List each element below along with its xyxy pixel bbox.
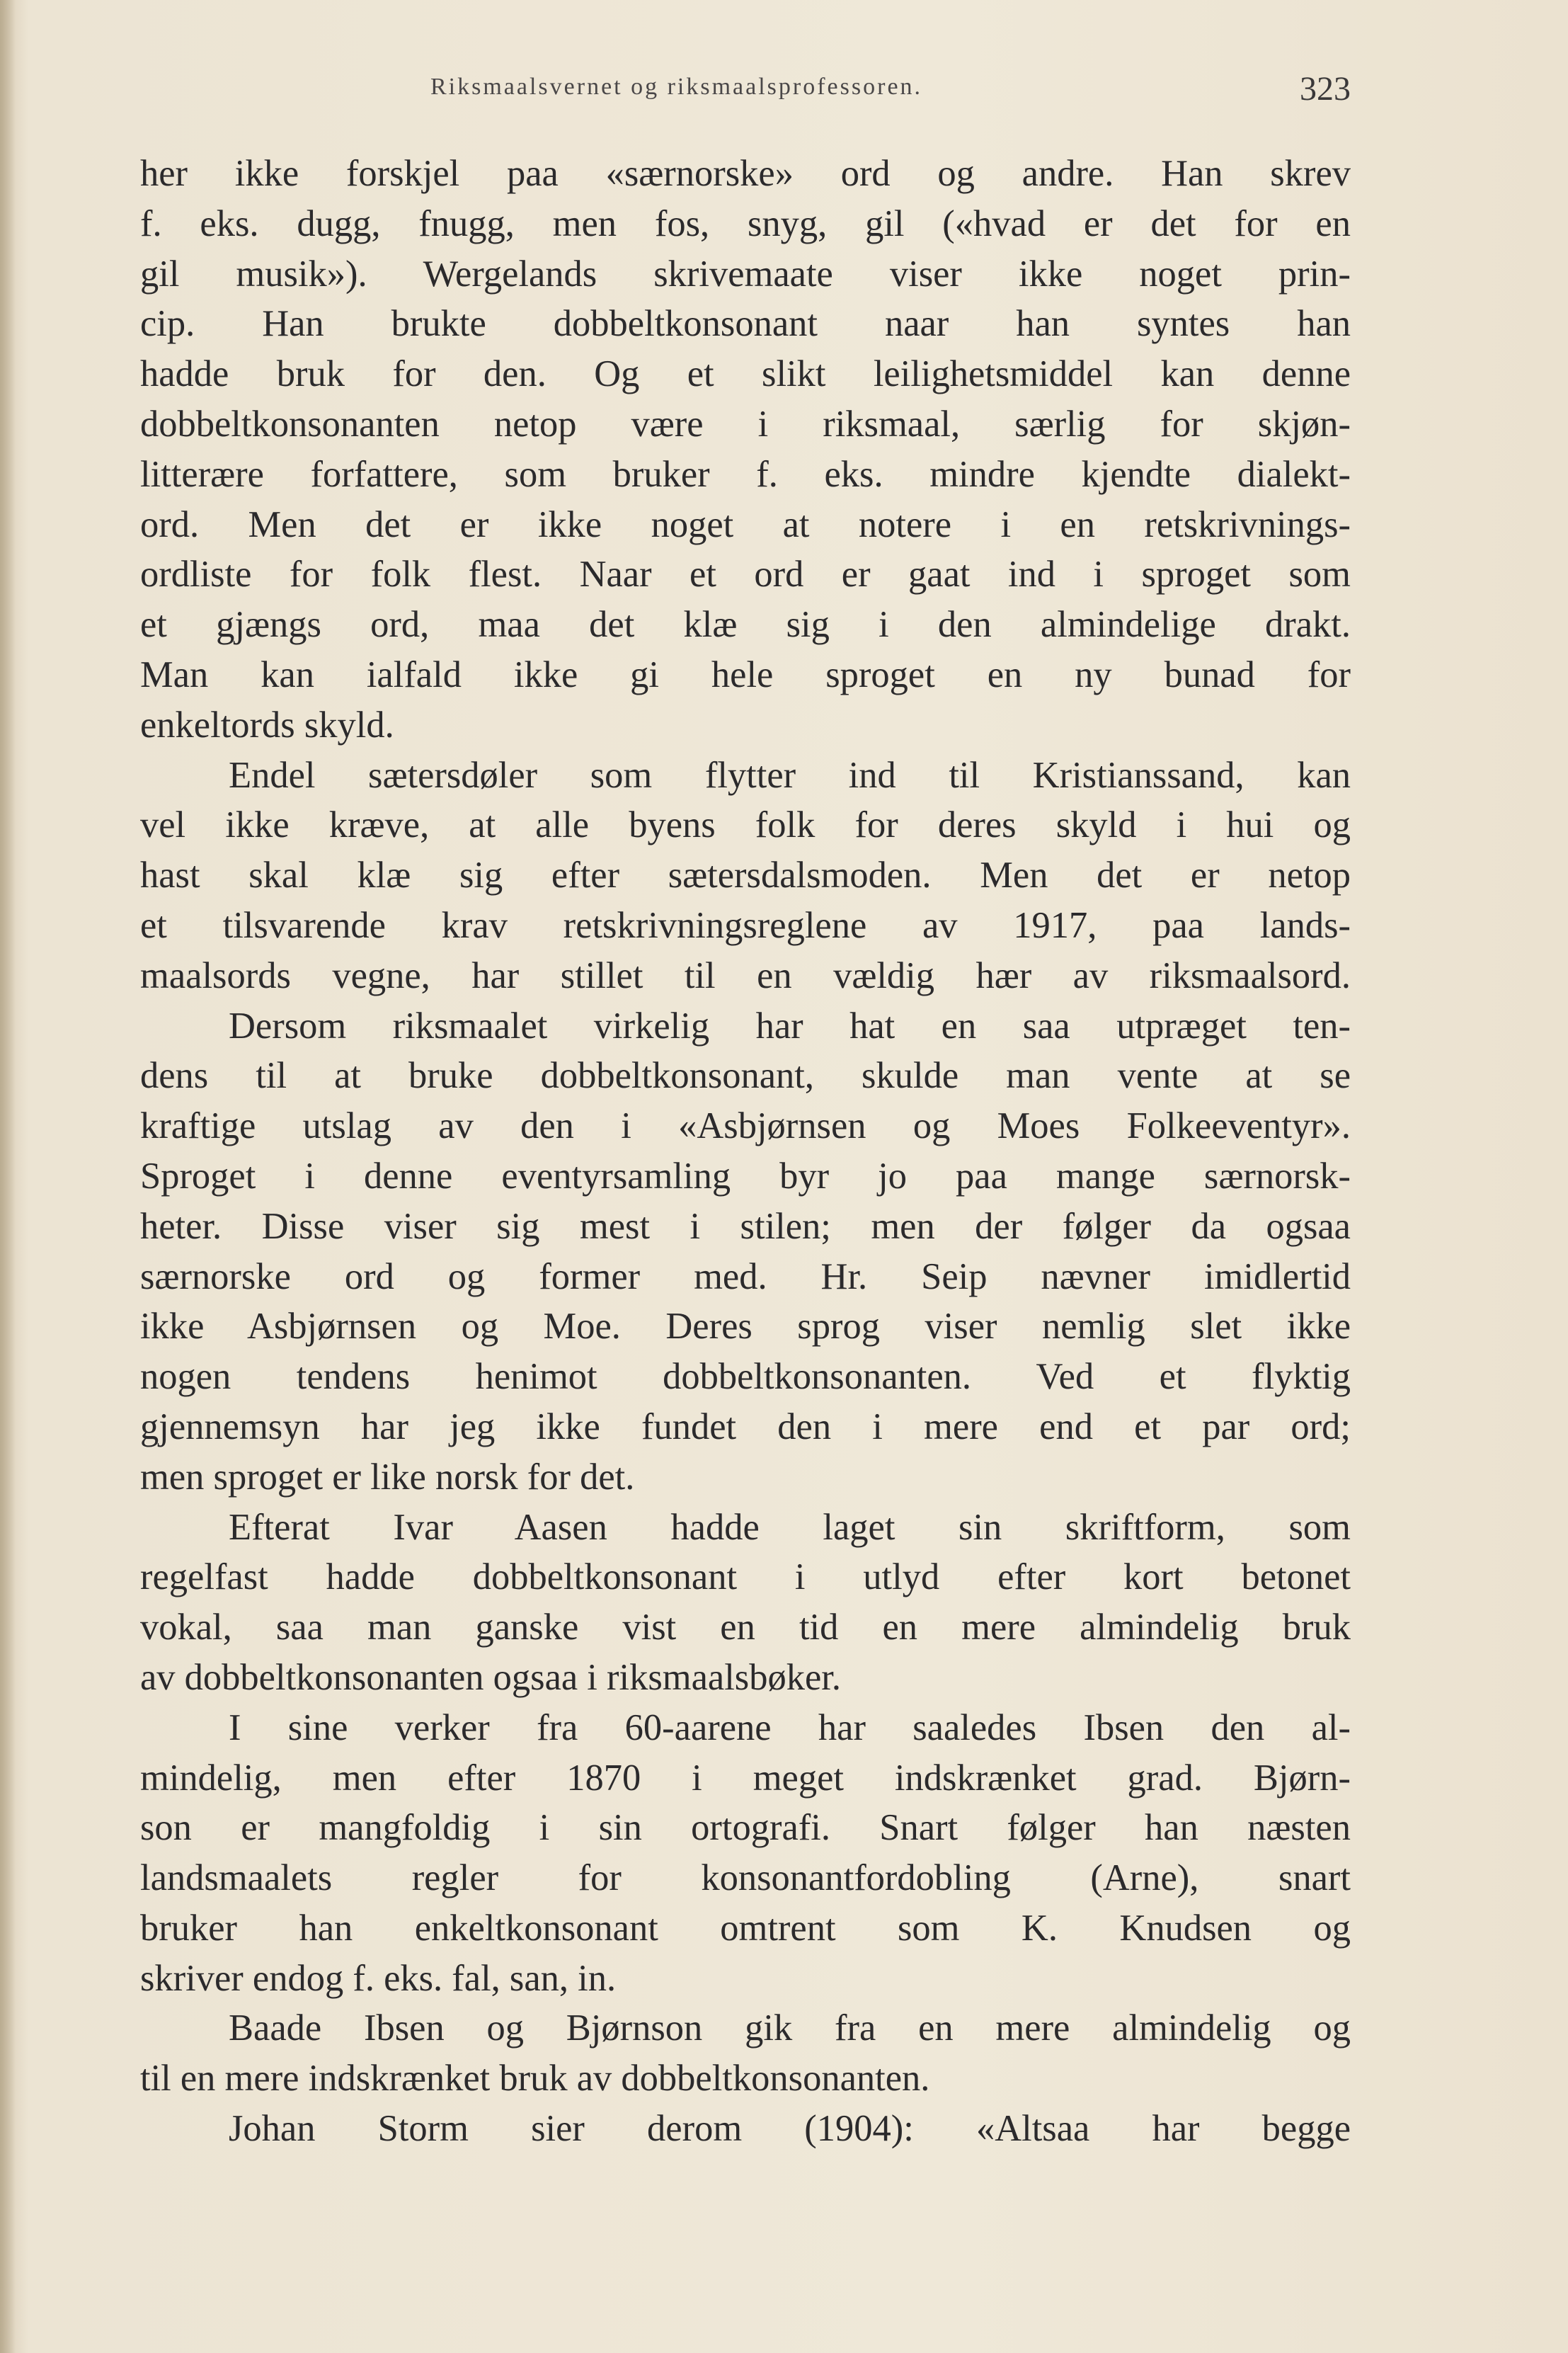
text-line: vel ikke kræve, at alle byens folk for deres skyld i hui og [140,804,1351,846]
text-line: nogen tendens henimot dobbeltkonsonanten. Ved et flyktig [140,1356,1351,1398]
text-line: heter. Disse viser sig mest i stilen; men der følger da ogsaa [140,1205,1351,1247]
text-line: men sproget er like norsk for det. [140,1456,635,1498]
text-line: Baade Ibsen og Bjørnson gik fra en mere almindelig og [229,2007,1351,2049]
text-line: ord. Men det er ikke noget at notere i en retskrivnings- [140,503,1351,545]
page-gutter-shadow [0,0,16,2353]
text-line: særnorske ord og former med. Hr. Seip nævner imidlertid [140,1255,1351,1297]
text-line: landsmaalets regler for konsonantfordobling (Arne), snart [140,1857,1351,1899]
running-title: Riksmaalsvernet og riksmaalsprofessoren. [430,74,923,100]
page-number: 323 [1300,70,1351,108]
text-line: I sine verker fra 60-aarene har saaledes Ibsen den al- [229,1707,1351,1748]
text-line: gil musik»). Wergelands skrivemaate viser ikke noget prin- [140,253,1351,295]
text-line: av dobbeltkonsonanten ogsaa i riksmaalsbøker. [140,1656,841,1698]
text-line: kraftige utslag av den i «Asbjørnsen og Moes Folkeeventyr». [140,1105,1351,1147]
text-line: cip. Han brukte dobbeltkonsonant naar han syntes han [140,303,1351,345]
text-line: et tilsvarende krav retskrivningsreglene av 1917, paa lands- [140,904,1351,946]
text-line: hadde bruk for den. Og et slikt leilighetsmiddel kan denne [140,353,1351,395]
text-line: dobbeltkonsonanten netop være i riksmaal, særlig for skjøn- [140,403,1351,445]
text-line: dens til at bruke dobbeltkonsonant, skulde man vente at se [140,1055,1351,1097]
page-header [140,69,1351,112]
text-line: f. eks. dugg, fnugg, men fos, snyg, gil («hvad er det for en [140,203,1351,244]
text-line: Endel sætersdøler som flytter ind til Kristianssand, kan [229,754,1351,796]
text-line: her ikke forskjel paa «særnorske» ord og andre. Han skrev [140,153,1351,194]
text-line: hast skal klæ sig efter sætersdalsmoden. Men det er netop [140,855,1351,896]
text-line: Efterat Ivar Aasen hadde laget sin skriftform, som [229,1506,1351,1548]
text-line: skriver endog f. eks. fal, san, in. [140,1957,617,1999]
text-line: til en mere indskrænket bruk av dobbeltkonsonanten. [140,2058,930,2100]
text-line: Johan Storm sier derom (1904): «Altsaa har begge [229,2108,1351,2150]
text-line: litterære forfattere, som bruker f. eks. mindre kjendte dialekt- [140,453,1351,495]
text-line: Sproget i denne eventyrsamling byr jo paa mange særnorsk- [140,1155,1351,1197]
text-line: gjennemsyn har jeg ikke fundet den i mere end et par ord; [140,1406,1351,1447]
text-line: enkeltords skyld. [140,704,394,746]
body-text [140,149,1351,2154]
text-line: vokal, saa man ganske vist en tid en mere almindelig bruk [140,1607,1351,1648]
text-line: ikke Asbjørnsen og Moe. Deres sprog viser nemlig slet ikke [140,1306,1351,1348]
text-line: mindelig, men efter 1870 i meget indskrænket grad. Bjørn- [140,1757,1351,1799]
text-line: Dersom riksmaalet virkelig har hat en saa utpræget ten- [229,1005,1351,1047]
text-line: maalsords vegne, har stillet til en vældig hær av riksmaalsord. [140,955,1351,996]
text-line: son er mangfoldig i sin ortografi. Snart følger han næsten [140,1807,1351,1849]
text-line: regelfast hadde dobbeltkonsonant i utlyd efter kort betonet [140,1556,1351,1598]
text-line: bruker han enkeltkonsonant omtrent som K. Knudsen og [140,1907,1351,1949]
text-line: Man kan ialfald ikke gi hele sproget en ny bunad for [140,654,1351,695]
text-line: ordliste for folk flest. Naar et ord er gaat ind i sproget som [140,554,1351,596]
text-line: et gjængs ord, maa det klæ sig i den almindelige drakt. [140,604,1351,646]
